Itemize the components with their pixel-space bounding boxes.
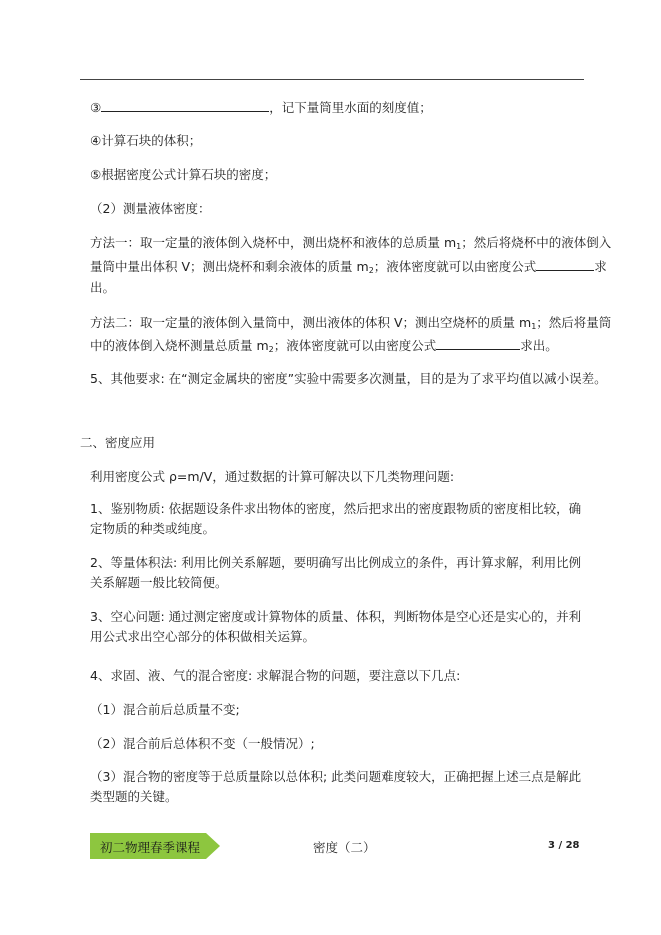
subscript: 1	[531, 322, 537, 331]
step-3-label: ③	[90, 100, 102, 115]
mixture-point-3: （3）混合物的密度等于总质量除以总体积; 此类问题难度较大，正确把握上述三点是解此类型题的关键。	[90, 769, 582, 804]
mixture-point-2: （2）混合前后总体积不变（一般情况）;	[90, 736, 315, 751]
subscript: 2	[368, 266, 374, 275]
header-rule	[80, 79, 584, 80]
course-tag	[90, 833, 220, 859]
method-1-line-1	[90, 233, 611, 257]
method-2-text-e: 求出。	[520, 338, 558, 353]
method-1-text-c: 量筒中量出体积 V；测出烧杯和剩余液体的质量 m	[90, 259, 369, 274]
application-item-3: 3、空心问题: 通过测定密度或计算物体的质量、体积，判断物体是空心还是实心的，并利用公式求出空心部分的体积做相关运算。	[90, 609, 582, 644]
footer-title: 密度（二）	[313, 840, 376, 855]
method-2-line-2	[90, 335, 558, 360]
method-2-line-1	[90, 313, 611, 337]
method-1-line-3: 出。	[90, 280, 116, 295]
method-1-text-b: ；然后将烧杯中的液体倒入	[461, 235, 612, 250]
answer-blank-3	[436, 335, 520, 350]
method-1-text-d: ；液体密度就可以由密度公式	[373, 259, 537, 274]
application-item-4: 4、求固、液、气的混合密度: 求解混合物的问题，要注意以下几点:	[90, 668, 461, 683]
mixture-point-1: （1）混合前后总质量不变;	[90, 702, 240, 717]
method-1-text-e: 求	[594, 259, 607, 274]
answer-blank-1	[101, 97, 269, 112]
method-1-line-2	[90, 256, 607, 281]
method-2-text-a: 方法二：取一定量的液体倒入量筒中，测出液体的体积 V；测出空烧杯的质量 m	[90, 315, 532, 330]
application-item-1: 1、鉴别物质: 依据题设条件求出物体的密度，然后把求出的密度跟物质的密度相比较，确定物质的种类或纯度。	[90, 501, 582, 536]
step-5-line: ⑤根据密度公式计算石块的密度；	[90, 167, 277, 182]
other-requirements: 5、其他要求: 在“测定金属块的密度”实验中需要多次测量，目的是为了求平均值以减小误差。	[90, 371, 607, 386]
method-2-text-c: 中的液体倒入烧杯测量总质量 m	[90, 338, 269, 353]
step-3-line	[90, 97, 432, 118]
liquid-density-heading: （2）测量液体密度：	[90, 201, 211, 216]
method-2-text-d: ；液体密度就可以由密度公式	[273, 338, 437, 353]
course-tag-label: 初二物理春季课程	[100, 840, 201, 855]
application-intro: 利用密度公式 ρ=m/V，通过数据的计算可解决以下几类物理问题:	[90, 469, 455, 484]
application-item-2: 2、等量体积法: 利用比例关系解题，要明确写出比例成立的条件，再计算求解，利用比例关系解题一般比较简便。	[90, 555, 582, 590]
page-number: 3 / 28	[548, 840, 580, 851]
step-4-line: ④计算石块的体积；	[90, 133, 202, 148]
step-3-text: ，记下量筒里水面的刻度值；	[269, 100, 432, 115]
subscript: 2	[268, 345, 274, 354]
method-2-text-b: ；然后将量筒	[536, 315, 612, 330]
subscript: 1	[456, 242, 462, 251]
method-1-text-a: 方法一：取一定量的液体倒入烧杯中，测出烧杯和液体的总质量 m	[90, 235, 457, 250]
answer-blank-2	[536, 256, 594, 271]
section-heading-density-application: 二、密度应用	[80, 435, 156, 450]
